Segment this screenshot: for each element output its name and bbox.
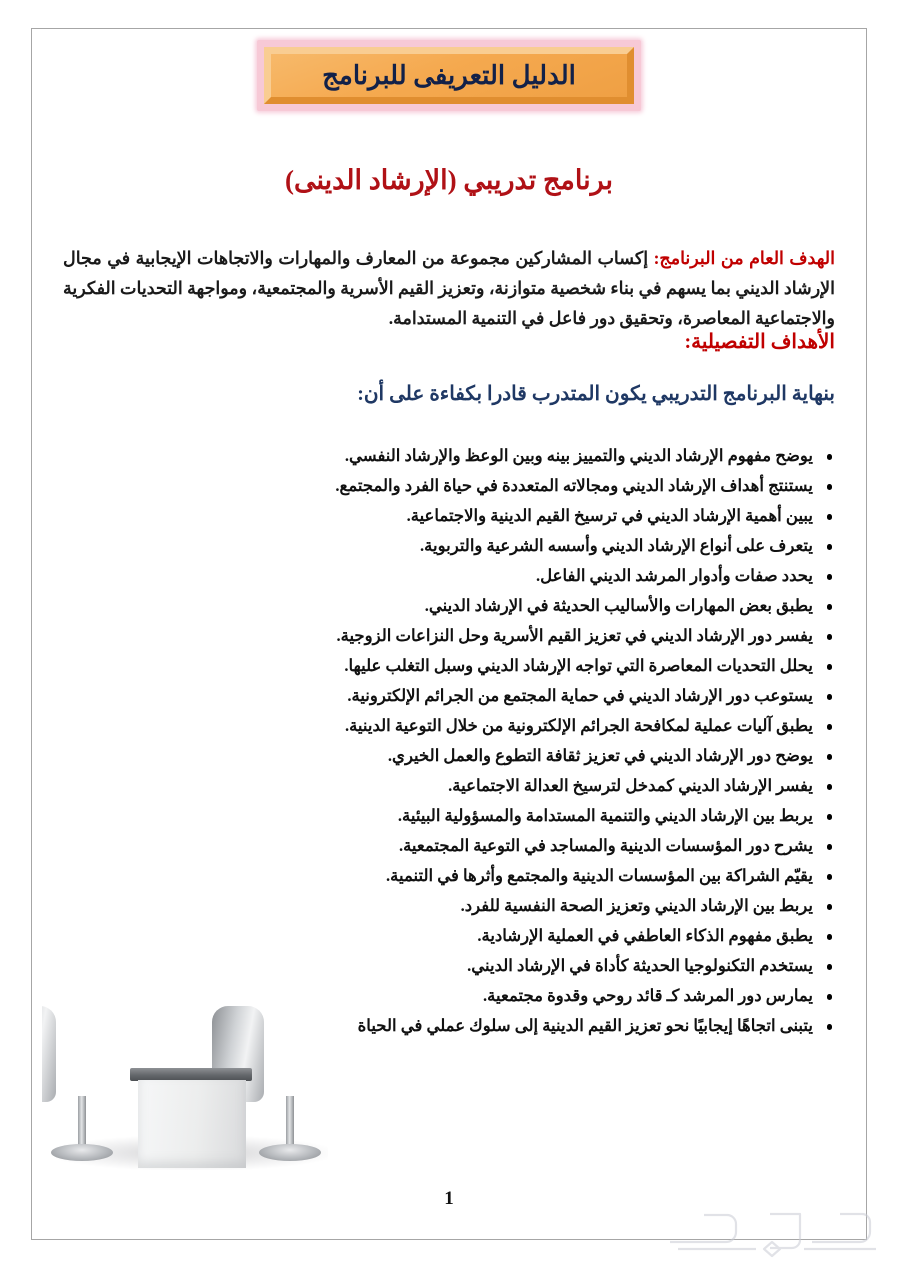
objective-item: يفسر الإرشاد الديني كمدخل لترسيخ العدالة الاجتماعية. — [63, 771, 835, 801]
objective-item: يربط بين الإرشاد الديني وتعزيز الصحة النفسية للفرد. — [63, 891, 835, 921]
objective-item: يطبق مفهوم الذكاء العاطفي في العملية الإرشادية. — [63, 921, 835, 951]
objective-item: يربط بين الإرشاد الديني والتنمية المستدامة والمسؤولية البيئية. — [63, 801, 835, 831]
general-objective-label: الهدف العام من البرنامج: — [653, 247, 835, 268]
objective-item: يفسر دور الإرشاد الديني في تعزيز القيم الأسرية وحل النزاعات الزوجية. — [63, 621, 835, 651]
chair-stem — [286, 1096, 294, 1150]
page-number: 1 — [444, 1188, 454, 1209]
objective-item: يوضح دور الإرشاد الديني في تعزيز ثقافة التطوع والعمل الخيري. — [63, 741, 835, 771]
objective-item: يحلل التحديات المعاصرة التي تواجه الإرشاد الديني وسبل التغلب عليها. — [63, 651, 835, 681]
chair-base — [259, 1144, 321, 1161]
objective-item: يوضح مفهوم الإرشاد الديني والتمييز بينه وبين الوعظ والإرشاد النفسي. — [63, 441, 835, 471]
objective-item: يتعرف على أنواع الإرشاد الديني وأسسه الشرعية والتربوية. — [63, 531, 835, 561]
objective-item: يبين أهمية الإرشاد الديني في ترسيخ القيم الدينية والاجتماعية. — [63, 501, 835, 531]
chair-back — [42, 1006, 56, 1102]
general-objective-text: إكساب المشاركين مجموعة من المعارف والمهارات والاتجاهات الإيجابية في مجال الإرشاد الديني بما يسهم في بناء شخصية متوازنة، وتعزيز القيم الأسرية والمجتمعية، ومواجهة التحديات الفكرية والاجتماعية المعاصرة، وتحقيق دور فاعل في التنمية المستدامة. — [63, 247, 835, 328]
desk-front — [138, 1080, 246, 1168]
title-banner-glow — [257, 40, 641, 111]
objective-item: يقيّم الشراكة بين المؤسسات الدينية والمجتمع وأثرها في التنمية. — [63, 861, 835, 891]
title-banner — [264, 47, 634, 104]
objective-item: يتبنى اتجاهًا إيجابيًا نحو تعزيز القيم الدينية إلى سلوك عملي في الحياة — [63, 1011, 835, 1041]
chair-base — [51, 1144, 113, 1161]
title-banner-text: الدليل التعريفى للبرنامج — [322, 60, 576, 90]
document-page — [31, 28, 867, 1240]
objective-item: يمارس دور المرشد كـ قائد روحي وقدوة مجتمعية. — [63, 981, 835, 1011]
objective-item: يشرح دور المؤسسات الدينية والمساجد في التوعية المجتمعية. — [63, 831, 835, 861]
objective-item: يحدد صفات وأدوار المرشد الديني الفاعل. — [63, 561, 835, 591]
objective-item: يستنتج أهداف الإرشاد الديني ومجالاته المتعددة في حياة الفرد والمجتمع. — [63, 471, 835, 501]
objective-item: يطبق بعض المهارات والأساليب الحديثة في الإرشاد الديني. — [63, 591, 835, 621]
objective-item: يطبق آليات عملية لمكافحة الجرائم الإلكترونية من خلال التوعية الدينية. — [63, 711, 835, 741]
objective-item: يستخدم التكنولوجيا الحديثة كأداة في الإرشاد الديني. — [63, 951, 835, 981]
competency-statement-heading: بنهاية البرنامج التدريبي يكون المتدرب قادرا بكفاءة على أن: — [357, 383, 835, 405]
detailed-objectives-heading: الأهداف التفصيلية: — [684, 331, 835, 353]
general-objective-paragraph — [63, 243, 835, 333]
objective-item: يستوعب دور الإرشاد الديني في حماية المجتمع من الجرائم الإلكترونية. — [63, 681, 835, 711]
title-banner-container — [32, 40, 866, 111]
chair-stem — [78, 1096, 86, 1150]
program-subtitle: برنامج تدريبي (الإرشاد الدينى) — [284, 165, 614, 195]
counseling-session-illustration — [42, 886, 342, 1196]
